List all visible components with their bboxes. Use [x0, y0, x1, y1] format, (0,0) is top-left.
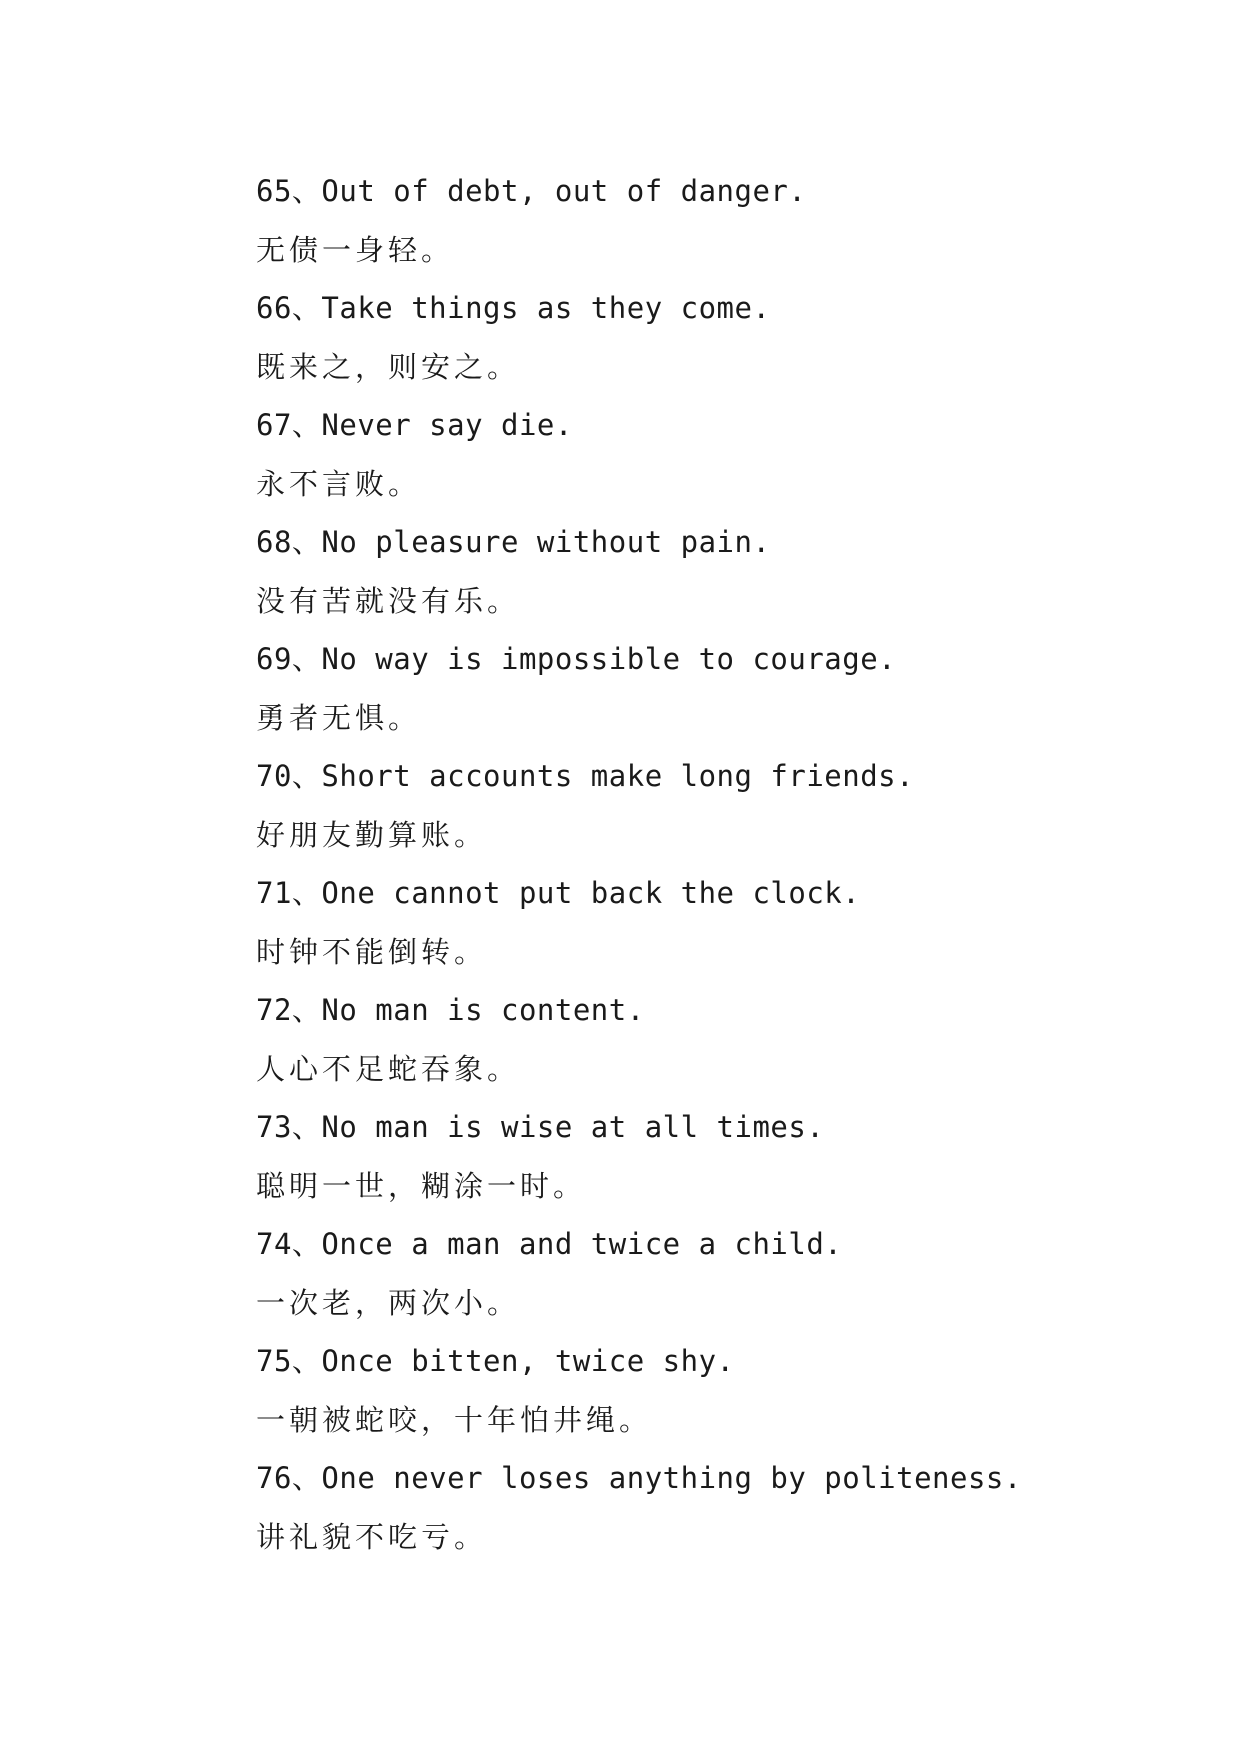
proverb-english: 72、No man is content. — [256, 993, 645, 1027]
proverb-chinese: 无债一身轻。 — [256, 232, 455, 267]
proverb-entry — [256, 1215, 1156, 1332]
proverb-entry — [256, 396, 1156, 513]
proverb-english: 68、No pleasure without pain. — [256, 525, 771, 559]
proverb-chinese: 聪明一世，糊涂一时。 — [256, 1168, 587, 1203]
proverb-chinese: 一朝被蛇咬，十年怕井绳。 — [256, 1402, 653, 1437]
proverb-chinese: 时钟不能倒转。 — [256, 934, 488, 969]
proverb-chinese: 永不言败。 — [256, 466, 422, 501]
proverb-list — [256, 162, 1156, 1566]
proverb-entry — [256, 981, 1156, 1098]
proverb-entry — [256, 630, 1156, 747]
proverb-entry — [256, 747, 1156, 864]
proverb-chinese: 既来之，则安之。 — [256, 349, 521, 384]
proverb-entry — [256, 1098, 1156, 1215]
proverb-english: 67、Never say die. — [256, 408, 573, 442]
proverb-english: 65、Out of debt, out of danger. — [256, 174, 807, 208]
proverb-english: 66、Take things as they come. — [256, 291, 771, 325]
proverb-entry — [256, 1449, 1156, 1566]
proverb-english: 74、Once a man and twice a child. — [256, 1227, 843, 1261]
proverb-chinese: 好朋友勤算账。 — [256, 817, 488, 852]
proverb-english: 73、No man is wise at all times. — [256, 1110, 825, 1144]
proverb-chinese: 讲礼貌不吃亏。 — [256, 1519, 488, 1554]
proverb-chinese: 没有苦就没有乐。 — [256, 583, 521, 618]
proverb-entry — [256, 162, 1156, 279]
proverb-english: 76、One never loses anything by politeness. — [256, 1461, 1022, 1495]
proverb-english: 75、Once bitten, twice shy. — [256, 1344, 735, 1378]
proverb-english: 70、Short accounts make long friends. — [256, 759, 915, 793]
proverb-entry — [256, 864, 1156, 981]
proverb-entry — [256, 1332, 1156, 1449]
proverb-english: 69、No way is impossible to courage. — [256, 642, 897, 676]
proverb-chinese: 一次老，两次小。 — [256, 1285, 521, 1320]
proverb-english: 71、One cannot put back the clock. — [256, 876, 861, 910]
proverb-chinese: 勇者无惧。 — [256, 700, 422, 735]
proverb-entry — [256, 513, 1156, 630]
proverb-chinese: 人心不足蛇吞象。 — [256, 1051, 521, 1086]
proverb-entry — [256, 279, 1156, 396]
